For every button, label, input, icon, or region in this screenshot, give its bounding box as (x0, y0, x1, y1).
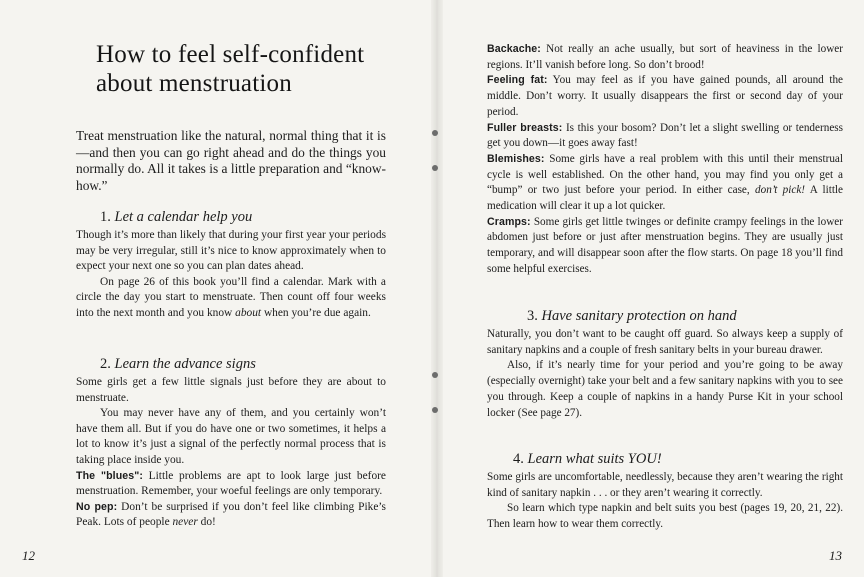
paragraph: Naturally, you don’t want to be caught off guard. So always keep a supply of sanitary napkins and a couple of fresh sanitary belts in your bureau drawer. (487, 328, 843, 356)
sign-item-feeling-fat: Feeling fat: You may feel as if you have gained pounds, all around the middle. Don’t worry. It usually disappears the first or second day of your period. (487, 74, 843, 118)
section-heading (76, 208, 386, 226)
binding-mark (432, 130, 438, 136)
section-title: Let a calendar help you (114, 209, 253, 225)
section-calendar (76, 208, 386, 322)
sign-item-blemishes: Blemishes: Some girls have a real problem with this until their menstrual cycle is well established. On the other hand, you may find you only get a “bump” or two just before your period. In either case, don’t pick! A little medication will clear it up a lot quicker. (487, 152, 844, 213)
page-number: 12 (22, 548, 35, 563)
paragraph: You may never have any of them, and you certainly won’t have them all. But if you do have one or two sometimes, it helps a lot to know it’s just a signal of the perfectly normal process that is taking place inside you. (76, 407, 386, 466)
right-page (443, 0, 864, 577)
section-number: 3. (527, 308, 538, 324)
paragraph: Some girls are uncomfortable, needlessly, because they aren’t wearing the right kind of sanitary napkin . . . or they aren’t wearing it correctly. (487, 471, 843, 499)
sign-item-backache: Backache: Not really an ache usually, but sort of heaviness in the lower regions. It’ll vanish before long. So don’t brood! (487, 43, 843, 71)
binding-mark (432, 165, 438, 171)
section-heading (76, 355, 386, 373)
sign-item-cramps: Cramps: Some girls get little twinges or definite crampy feelings in the lower abdomen just before or just after menstruation begins. They are usually just temporary, and will disappear soon after the flow starts. On page 18 you’ll find some helpful exercises. (487, 215, 843, 275)
binding-mark (432, 407, 438, 413)
section-number: 1. (100, 209, 111, 225)
section-number: 2. (100, 356, 111, 372)
paragraph: Also, if it’s nearly time for your period and you’re going to be away (especially overnight) take your belt and a few sanitary napkins with you to see you through. Keep a couple of napkins in a handy Purse Kit in your school locker (See page 27). (487, 359, 843, 419)
paragraph: Some girls get a few little signals just before they are about to menstruate. (76, 376, 386, 404)
section-title: Learn what suits YOU! (527, 451, 662, 467)
section-what-suits-you (487, 450, 843, 533)
page-number: 13 (829, 548, 842, 563)
signs-continued (487, 42, 843, 278)
page-title: How to feel self-confident about menstruation (96, 41, 365, 97)
binding-mark (432, 372, 438, 378)
paragraph: On page 26 of this book you’ll find a calendar. Mark with a circle the day you start to menstruate. Then count off four weeks into the next month and you know about when you’re due again. (76, 275, 386, 319)
intro-paragraph: Treat menstruation like the natural, normal thing that it is—and then you can go right ahead and do the things you normally do. All it takes is a little preparation and “know-how.” (76, 128, 386, 193)
section-number: 4. (513, 451, 524, 467)
section-title: Learn the advance signs (114, 356, 256, 372)
section-heading (487, 307, 843, 325)
sign-item-fuller-breasts: Fuller breasts: Is this your bosom? Don’t let a slight swelling or tenderness get you down—it goes away fast! (487, 121, 843, 150)
section-title: Have sanitary protection on hand (541, 308, 737, 324)
book-gutter (431, 0, 443, 577)
sign-item-no-pep: No pep: Don’t be surprised if you don’t feel like climbing Pike’s Peak. Lots of people never do! (76, 500, 386, 529)
section-sanitary-protection (487, 307, 843, 421)
paragraph: Though it’s more than likely that during your first year your periods may be very irregular, still it’s nice to know approximately when to expect your next one so you can plan dates ahead. (76, 229, 386, 273)
section-advance-signs (76, 355, 386, 531)
paragraph: So learn which type napkin and belt suits you best (pages 19, 20, 21, 22). Then learn how to wear them correctly. (487, 502, 843, 531)
section-heading (487, 450, 843, 468)
sign-item-blues: The "blues": Little problems are apt to look large just before menstruation. Remember, your woeful feelings are only temporary. (76, 469, 386, 498)
